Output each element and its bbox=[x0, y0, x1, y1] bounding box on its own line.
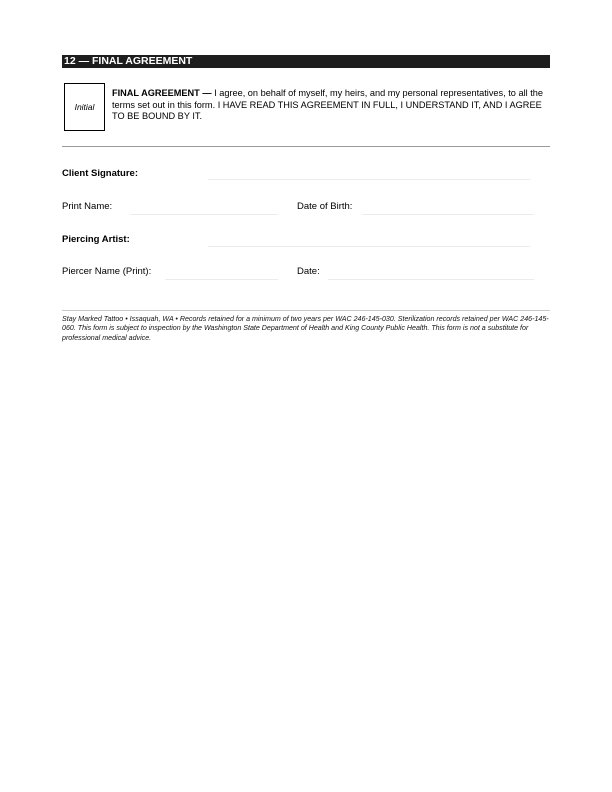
date-line[interactable] bbox=[328, 279, 534, 280]
date-of-birth-line[interactable] bbox=[362, 214, 534, 215]
section-divider bbox=[62, 146, 550, 147]
piercer-name-line[interactable] bbox=[165, 279, 278, 280]
piercer-name-label: Piercer Name (Print): bbox=[62, 266, 152, 277]
client-signature-label: Client Signature: bbox=[62, 168, 139, 179]
date-of-birth-label: Date of Birth: bbox=[297, 201, 353, 212]
initial-box[interactable] bbox=[64, 83, 105, 131]
piercing-artist-line[interactable] bbox=[208, 246, 530, 247]
agreement-text bbox=[112, 88, 552, 123]
piercing-artist-label: Piercing Artist: bbox=[62, 234, 130, 245]
agreement-body: I agree, on behalf of myself, my heirs, and my personal representatives, to all the terms set out in this form. I HAVE READ THIS AGREEMENT IN FULL, I UNDERSTAND IT, AND I AGREE TO BE BOUND BY IT. bbox=[112, 88, 543, 122]
section-header: 12 — FINAL AGREEMENT bbox=[62, 55, 550, 68]
footer-divider bbox=[62, 310, 550, 311]
print-name-line[interactable] bbox=[130, 214, 278, 215]
print-name-label: Print Name: bbox=[62, 201, 113, 212]
date-label: Date: bbox=[297, 266, 320, 277]
client-signature-line[interactable] bbox=[208, 179, 530, 180]
footer-note: Stay Marked Tattoo • Issaquah, WA • Records retained for a minimum of two years per WAC 246-145-030. Sterilization records retained per WAC 246-145-060. This form is subject to inspection by the Washington State Department of Health and King County Public Health. This form is not a substitute for professional medical advice. bbox=[62, 315, 549, 342]
initial-label: Initial bbox=[74, 102, 95, 112]
agreement-title: FINAL AGREEMENT — bbox=[112, 88, 212, 98]
